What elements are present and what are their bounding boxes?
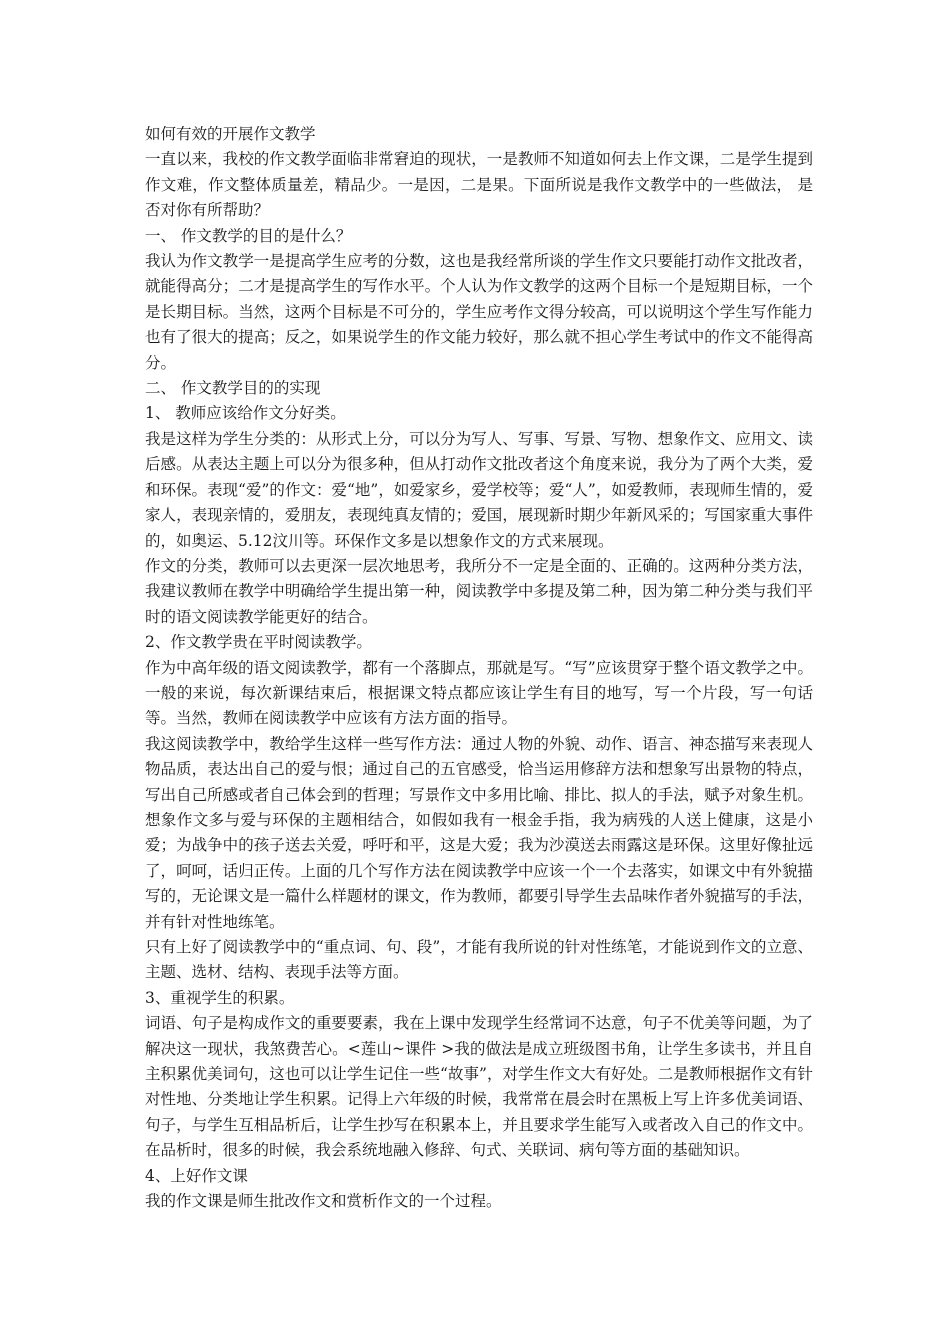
paragraph-goals: 我认为作文教学一是提高学生应考的分数，这也是我经常所谈的学生作文只要能打动作文批改者，就能得高分；二才是提高学生的写作水平。个人认为作文教学的这两个目标一个是短期目标，一个是长期目标。当然，这两个目标是不可分的，学生应考作文得分较高，可以说明这个学生写作能力也有了很大的提高；反之，如果说学生的作文能力较好，那么就不担心学生考试中的作文不能得高分。: [145, 252, 813, 372]
paragraph-classification-note: 作文的分类，教师可以去更深一层次地思考，我所分不一定是全面的、正确的。这两种分类方法，我建议教师在教学中明确给学生提出第一种，阅读教学中多提及第二种，因为第二种分类与我们平时的语文阅读教学能更好的结合。: [145, 556, 813, 626]
section-heading-2: 二、 作文教学目的的实现: [145, 379, 321, 398]
paragraph-key-points: 只有上好了阅读教学中的“重点词、句、段”，才能有我所说的针对性练笔，才能说到作文的立意、主题、选材、结构、表现手法等方面。: [145, 938, 813, 982]
paragraph-reading-teaching: 作为中高年级的语文阅读教学，都有一个落脚点，那就是写。“写”应该贯穿于整个语文教学之中。一般的来说，每次新课结束后，根据课文特点都应该让学生有目的地写，写一个片段，写一句话等。当然，教师在阅读教学中应该有方法方面的指导。: [145, 658, 813, 728]
document-body: [145, 122, 813, 1214]
subheading-2: 2、作文教学贵在平时阅读教学。: [145, 633, 372, 652]
subheading-3: 3、重视学生的积累。: [145, 988, 295, 1007]
subheading-4: 4、上好作文课: [145, 1166, 248, 1185]
paragraph-accumulation: 词语、句子是构成作文的重要要素，我在上课中发现学生经常词不达意，句子不优美等问题，为了解决这一现状，我煞费苦心。<莲山~课件 >我的做法是成立班级图书角，让学生多读书，并且自主积累优美词句，这也可以让学生记住一些“故事”，对学生作文大有好处。二是教师根据作文有针对性地、分类地让学生积累。记得上六年级的时候，我常常在晨会时在黑板上写上许多优美词语、句子，与学生互相品析后，让学生抄写在积累本上，并且要求学生能写入或者改入自己的作文中。在品析时，很多的时候，我会系统地融入修辞、句式、关联词、病句等方面的基础知识。: [145, 1014, 813, 1160]
paragraph-composition-class: 我的作文课是师生批改作文和赏析作文的一个过程。: [145, 1192, 502, 1211]
subheading-1: 1、 教师应该给作文分好类。: [145, 404, 346, 423]
document-title: 如何有效的开展作文教学: [145, 125, 316, 143]
paragraph-classification: 我是这样为学生分类的：从形式上分，可以分为写人、写事、写景、写物、想象作文、应用文、读后感。从表达主题上可以分为很多种，但从打动作文批改者这个角度来说，我分为了两个大类，爱和环保。表现“爱”的作文：爱“地”，如爱家乡，爱学校等；爱“人”，如爱教师，表现师生情的，爱家人，表现亲情的，爱朋友，表现纯真友情的；爱国，展现新时期少年新风采的；写国家重大事件的，如奥运、5.12汶川等。环保作文多是以想象作文的方式来展现。: [145, 429, 813, 550]
paragraph-intro: 一直以来，我校的作文教学面临非常窘迫的现状，一是教师不知道如何去上作文课，二是学生提到作文难，作文整体质量差，精品少。一是因，二是果。下面所说是我作文教学中的一些做法， 是否对你有所帮助？: [145, 150, 813, 220]
section-heading-1: 一、 作文教学的目的是什么？: [145, 226, 352, 245]
paragraph-writing-methods: 我这阅读教学中，教给学生这样一些写作方法：通过人物的外貌、动作、语言、神态描写来表现人物品质，表达出自己的爱与恨；通过自己的五官感受，恰当运用修辞方法和想象写出景物的特点，写出自己所感或者自己体会到的哲理；写景作文中多用比喻、排比、拟人的手法，赋予对象生机。想象作文多与爱与环保的主题相结合，如假如我有一根金手指，我为病残的人送上健康，这是小爱；为战争中的孩子送去关爱，呼吁和平，这是大爱；我为沙漠送去雨露这是环保。这里好像扯远了，呵呵，话归正传。上面的几个写作方法在阅读教学中应该一个一个去落实，如课文中有外貌描写的，无论课文是一篇什么样题材的课文，作为教师，都要引导学生去品味作者外貌描写的手法，并有针对性地练笔。: [145, 734, 813, 931]
